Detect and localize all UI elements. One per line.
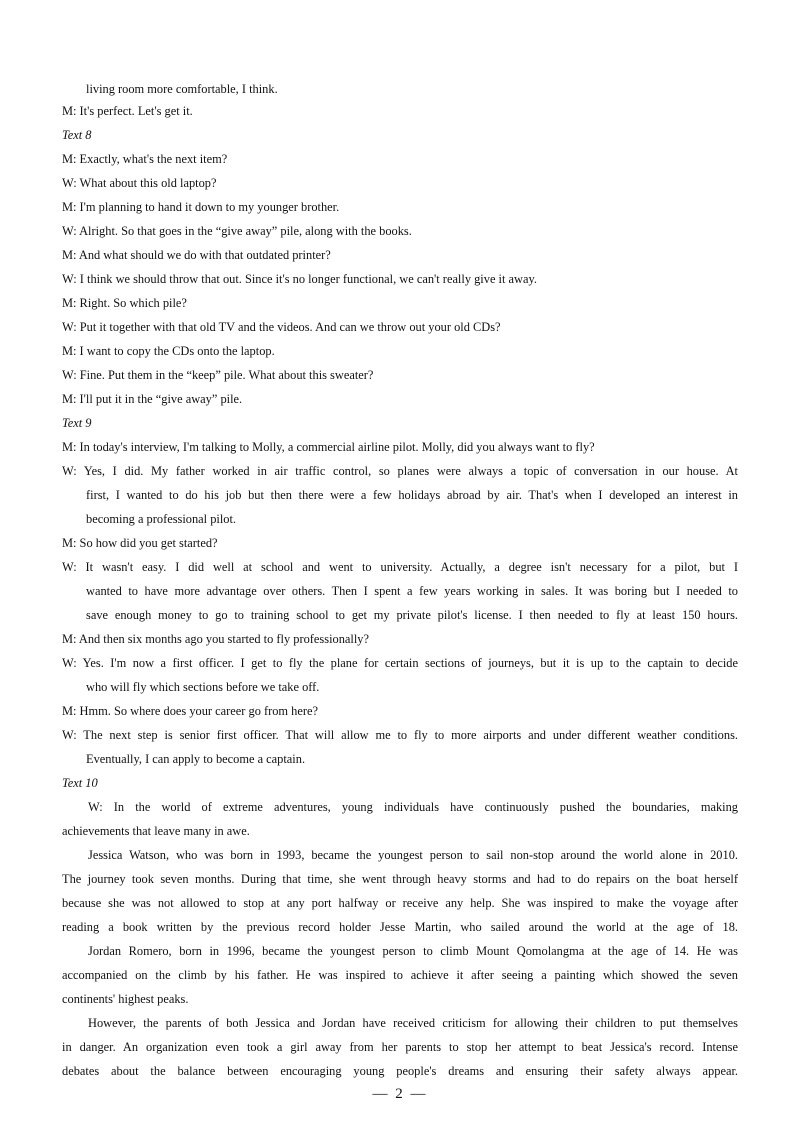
dialogue-line: W: The next step is senior first officer. That will allow me to fly to more airports and under different weather conditions.	[62, 728, 738, 742]
paragraph-line: because she was not allowed to stop at any port halfway or receive any help. She was inspired to make the voyage after	[62, 896, 738, 910]
dialogue-line: W: What about this old laptop?	[62, 176, 217, 190]
paragraph-line: in danger. An organization even took a girl away from her parents to stop her attempt to beat Jessica's record. Intense	[62, 1040, 738, 1054]
paragraph-line: However, the parents of both Jessica and Jordan have received criticism for allowing their children to put themselves	[88, 1016, 738, 1030]
dialogue-line: W: Yes, I did. My father worked in air traffic control, so planes were always a topic of conversation in our house. At	[62, 464, 738, 478]
paragraph-line: accompanied on the climb by his father. He was inspired to achieve it after seeing a painting which showed the seven	[62, 968, 738, 982]
dialogue-continuation: save enough money to go to training school to get my private pilot's license. I then needed to fly at least 150 hours.	[86, 608, 738, 622]
dialogue-line: W: Yes. I'm now a first officer. I get to fly the plane for certain sections of journeys, but it is up to the captain to decide	[62, 656, 738, 670]
dialogue-line: M: Exactly, what's the next item?	[62, 152, 228, 166]
dialogue-line: M: It's perfect. Let's get it.	[62, 104, 193, 118]
dialogue-line: M: I'm planning to hand it down to my younger brother.	[62, 200, 340, 214]
dialogue-line: M: Hmm. So where does your career go from here?	[62, 704, 318, 718]
dialogue-line: M: And then six months ago you started to fly professionally?	[62, 632, 369, 646]
page-number: — 2 —	[372, 1086, 428, 1102]
dialogue-line: M: Right. So which pile?	[62, 296, 187, 310]
section-title-text-10: Text 10	[62, 776, 98, 790]
dialogue-continuation: becoming a professional pilot.	[86, 512, 237, 526]
dialogue-continuation: Eventually, I can apply to become a captain.	[86, 752, 306, 766]
text-line: living room more comfortable, I think.	[86, 82, 278, 96]
dialogue-line: M: And what should we do with that outdated printer?	[62, 248, 331, 262]
paragraph-line: Jordan Romero, born in 1996, became the youngest person to climb Mount Qomolangma at the age of 14. He was	[88, 944, 738, 958]
dialogue-continuation: first, I wanted to do his job but then there were a few holidays abroad by air. That's when I developed an interest in	[86, 488, 738, 502]
dialogue-line: M: So how did you get started?	[62, 536, 218, 550]
paragraph-line: Jessica Watson, who was born in 1993, became the youngest person to sail non-stop around the world alone in 2010.	[88, 848, 738, 862]
dialogue-line: W: Put it together with that old TV and the videos. And can we throw out your old CDs?	[62, 320, 501, 334]
dialogue-line: M: I want to copy the CDs onto the laptop.	[62, 344, 275, 358]
paragraph-line: achievements that leave many in awe.	[62, 824, 250, 838]
section-title-text-9: Text 9	[62, 416, 92, 430]
paragraph-line: W: In the world of extreme adventures, young individuals have continuously pushed the boundaries, making	[88, 800, 738, 814]
dialogue-line: M: I'll put it in the “give away” pile.	[62, 392, 243, 406]
paragraph-line: reading a book written by the previous record holder Jesse Martin, who sailed around the world at the age of 18.	[62, 920, 738, 934]
paragraph-line: debates about the balance between encouraging young people's dreams and ensuring their safety always appear.	[62, 1064, 738, 1078]
dialogue-line: W: Fine. Put them in the “keep” pile. What about this sweater?	[62, 368, 374, 382]
dialogue-continuation: who will fly which sections before we take off.	[86, 680, 320, 694]
dialogue-line: W: It wasn't easy. I did well at school and went to university. Actually, a degree isn't necessary for a pilot, but I	[62, 560, 738, 574]
paragraph-line: continents' highest peaks.	[62, 992, 189, 1006]
paragraph-line: The journey took seven months. During that time, she went through heavy storms and had to do repairs on the boat herself	[62, 872, 738, 886]
section-title-text-8: Text 8	[62, 128, 92, 142]
dialogue-line: M: In today's interview, I'm talking to Molly, a commercial airline pilot. Molly, did you always want to fly?	[62, 440, 595, 454]
dialogue-line: W: Alright. So that goes in the “give away” pile, along with the books.	[62, 224, 412, 238]
dialogue-line: W: I think we should throw that out. Since it's no longer functional, we can't really give it away.	[62, 272, 537, 286]
dialogue-continuation: wanted to have more advantage over others. Then I spent a few years working in sales. It was boring but I needed to	[86, 584, 738, 598]
